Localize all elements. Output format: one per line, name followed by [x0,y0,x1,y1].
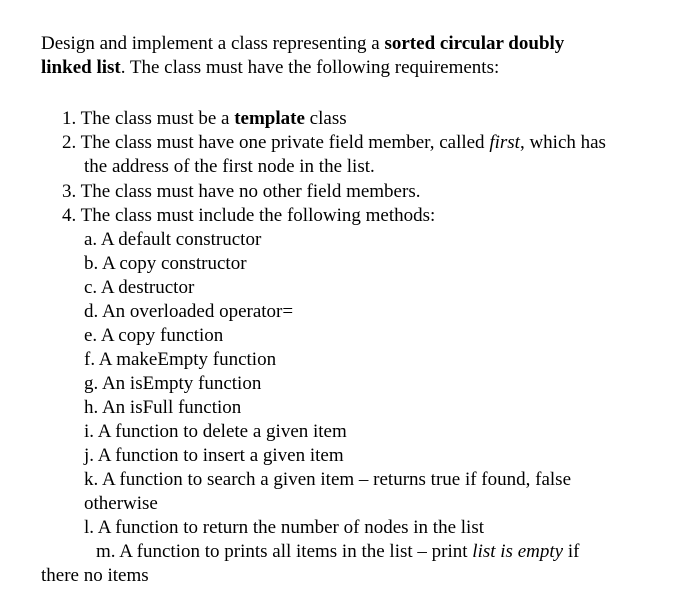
method-text: m. A function to prints all items in the list – print [96,541,473,562]
method-item-c: c. A destructor [84,277,195,298]
method-item-l: l. A function to return the number of nodes in the list [84,517,484,538]
method-item-h: h. An isFull function [84,397,242,418]
method-item-f: f. A makeEmpty function [84,349,277,370]
requirement-item-3 [62,180,420,204]
requirement-text: The class must have no other field members. [80,181,421,202]
method-item-b: b. A copy constructor [84,253,247,274]
intro-line-2 [41,56,499,80]
requirement-text: The class must be a [80,108,235,129]
requirement-item-2-continuation: the address of the first node in the list. [84,156,375,177]
method-text: if [563,541,580,562]
intro-bold-text: sorted circular doubly [384,33,565,54]
intro-line-1 [41,32,564,56]
list-marker: 1. [62,108,77,129]
intro-text: Design and implement a class representing a [41,33,385,54]
requirement-italic-text: first [489,132,520,153]
requirement-text: class [304,108,347,129]
method-item-m-continuation: there no items [41,565,149,586]
method-item-m [96,540,579,564]
method-item-g: g. An isEmpty function [84,373,262,394]
requirement-item-2 [62,131,606,155]
requirement-item-1 [62,107,347,131]
requirement-text: The class must have one private field member, called [80,132,490,153]
list-marker: 4. [62,205,77,226]
requirement-bold-text: template [234,108,305,129]
intro-bold-text: linked list [41,57,121,78]
list-marker: 3. [62,181,77,202]
requirement-item-4 [62,204,435,228]
method-item-k-continuation: otherwise [84,493,158,514]
requirement-text: The class must include the following methods: [80,205,436,226]
method-item-e: e. A copy function [84,325,224,346]
intro-text: . The class must have the following requirements: [120,57,500,78]
method-item-i: i. A function to delete a given item [84,421,347,442]
method-italic-text: list is empty [472,541,564,562]
requirement-text: , which has [519,132,606,153]
method-item-a: a. A default constructor [84,229,262,250]
list-marker: 2. [62,132,77,153]
method-item-d: d. An overloaded operator= [84,301,294,322]
method-item-k: k. A function to search a given item – returns true if found, false [84,469,572,490]
method-item-j: j. A function to insert a given item [84,445,344,466]
